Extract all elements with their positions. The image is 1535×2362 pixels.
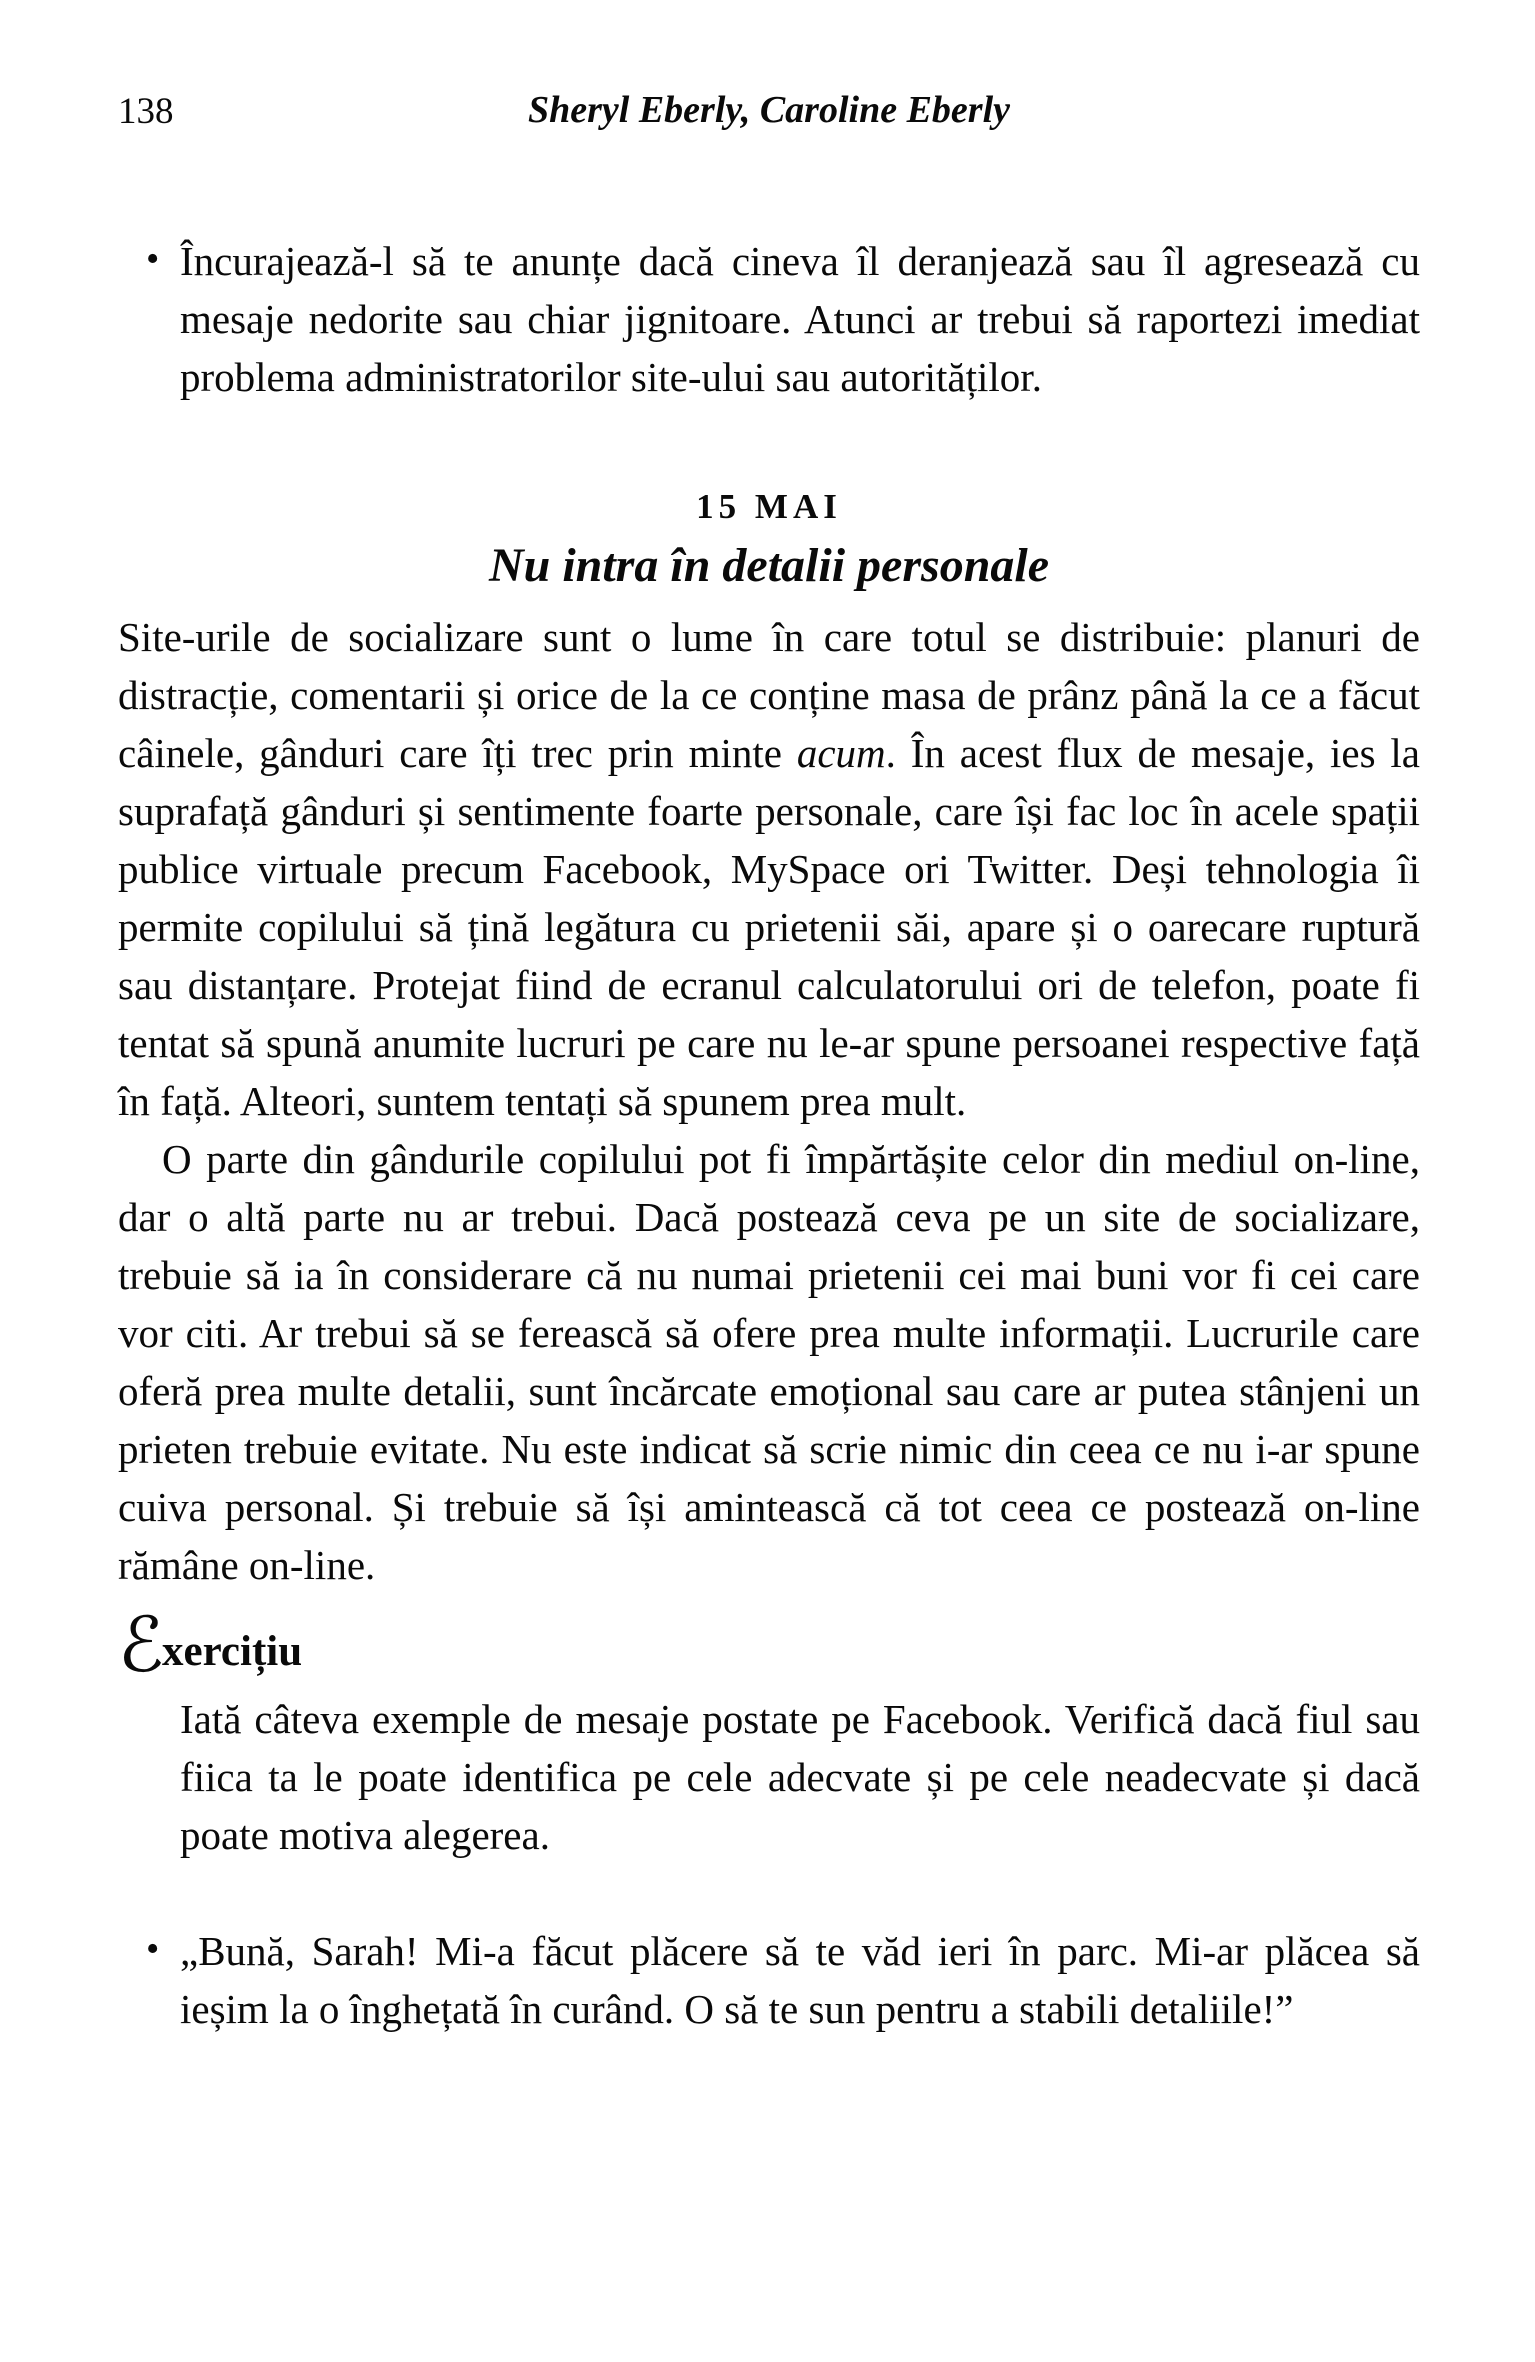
- bullet-text: Încurajează-l să te anunțe dacă cineva îl deranjează sau îl agresează cu mesaje nedorite sau chiar jignitoare. Atunci ar trebui să raportezi imediat problema administratorilor site-ului sau autorităților.: [180, 238, 1420, 400]
- bullet-icon: •: [146, 1928, 160, 1970]
- paragraph: [118, 608, 1420, 1130]
- running-head-authors: Sheryl Eberly, Caroline Eberly: [527, 89, 1011, 131]
- bullet-icon: •: [146, 238, 160, 280]
- list-item: [118, 1922, 1420, 2038]
- list-item: [118, 232, 1420, 406]
- paragraph-text: Site-urile de socializare sunt o lume în care totul se distribuie: planuri de distracție, comentarii și orice de la ce conține masa de prânz până la ce a făcut câinele, gânduri care îți trec prin minte: [118, 614, 1420, 776]
- paragraph-text: . În acest flux de mesaje, ies la suprafață gânduri și sentimente foarte personale, care își fac loc în acele spații publice virtuale precum Facebook, MySpace ori Twitter. Deși tehnologia îi permite copilului să țină legătura cu prietenii săi, apare și o oarecare ruptură sau distanțare. Protejat fiind de ecranul calculatorului ori de telefon, poate fi tentat să spună anumite lucruri pe care nu le-ar spune persoanei respective față în față. Alteori, suntem tentați să spunem prea mult.: [118, 730, 1420, 1124]
- exercise-intro: Iată câteva exemple de mesaje postate pe Facebook. Verifică dacă fiul sau fiica ta le poate identifica pe cele adecvate și pe cele neadecvate și dacă poate motiva alegerea.: [180, 1696, 1420, 1858]
- section-date-heading: 15 MAI: [696, 487, 842, 526]
- exercise-heading: [118, 1600, 1420, 1689]
- page-header: [118, 86, 1420, 138]
- page-number: 138: [118, 91, 174, 132]
- paragraph: O parte din gândurile copilului pot fi împărtășite celor din mediul on-line, dar o altă parte nu ar trebui. Dacă postează ceva pe un site de socializare, trebuie să ia în considerare că nu numai prietenii cei mai buni vor fi cei care vor citi. Ar trebui să se ferească să ofere prea multe informații. Lucrurile care oferă prea multe detalii, sunt încărcate emoțional sau care ar putea stânjeni un prieten trebuie evitate. Nu este indicat să scrie nimic din ceea ce nu i-ar spune cuiva personal. Și trebuie să își amintească că tot ceea ce postează on-line rămâne on-line.: [118, 1136, 1420, 1588]
- page-content: [118, 232, 1420, 2038]
- emphasized-word: acum: [796, 730, 886, 776]
- example-message-text: „Bună, Sarah! Mi-a făcut plăcere să te văd ieri în parc. Mi-ar plăcea să ieșim la o înghețată în curând. O să te sun pentru a stabili detaliile!”: [180, 1928, 1420, 2032]
- exercise-heading-rest: xercițiu: [162, 1628, 303, 1675]
- section-title: Nu intra în detalii personale: [488, 539, 1050, 592]
- drop-cap-initial: ℰ: [118, 1600, 163, 1689]
